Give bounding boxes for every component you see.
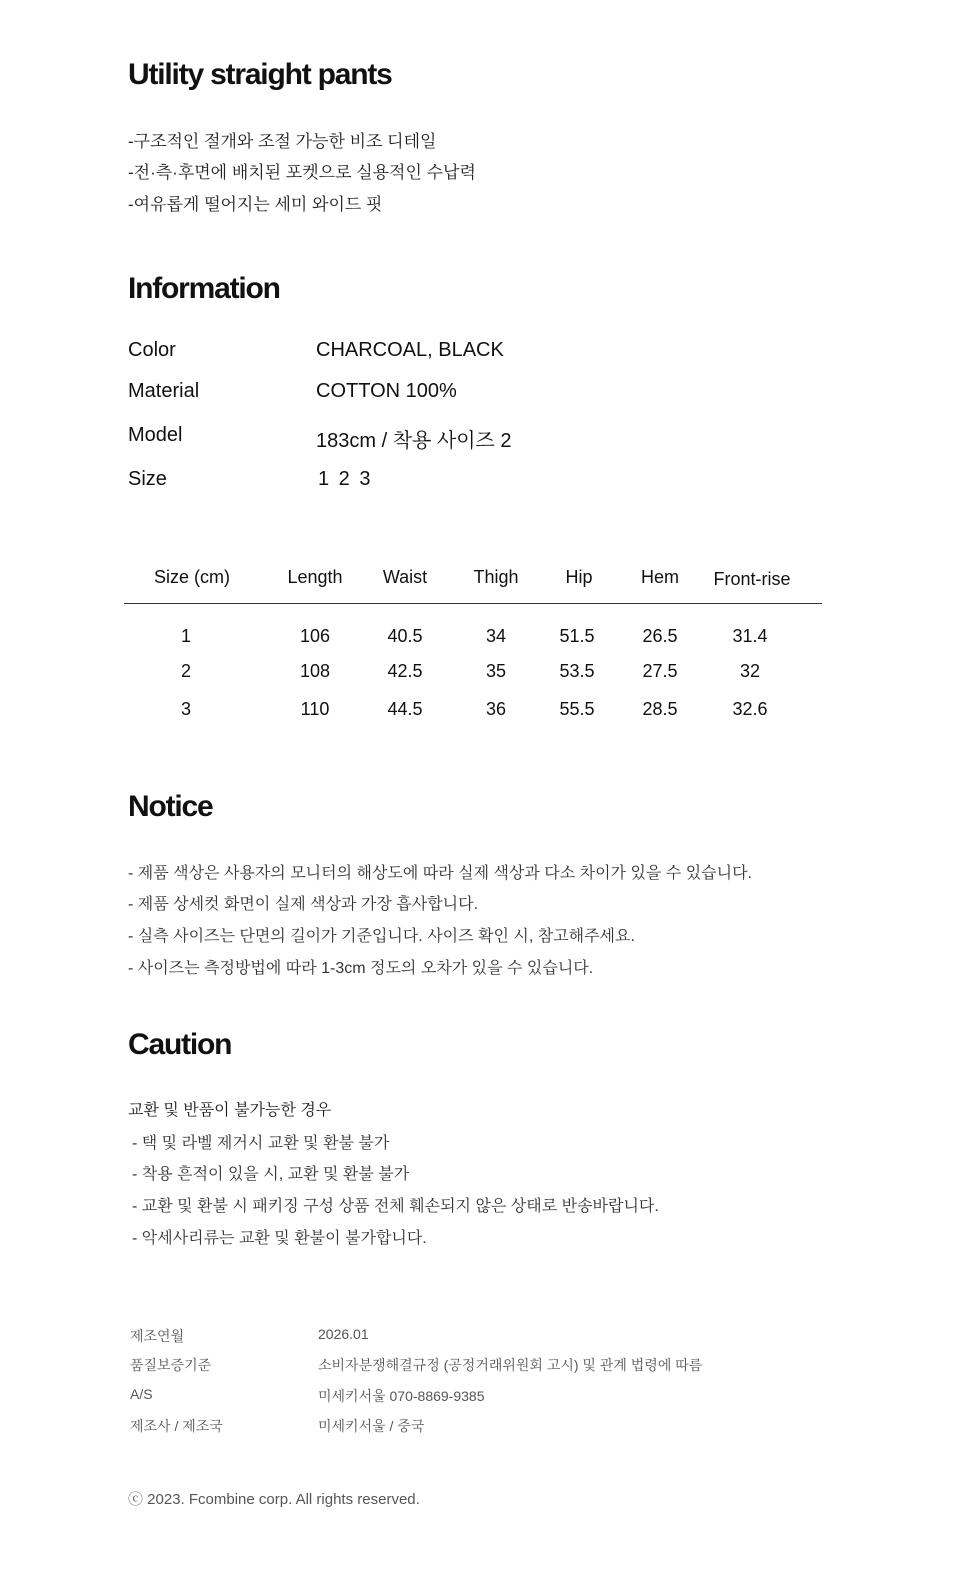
table-header-waist: Waist — [382, 567, 428, 587]
copyright: ⓒ 2023. Fcombine corp. All rights reserved. — [128, 1491, 420, 1508]
table-cell: 51.5 — [559, 626, 595, 646]
table-cell: 36 — [485, 699, 507, 719]
meta-label-quality: 품질보증기준 — [130, 1357, 212, 1373]
table-cell: 55.5 — [559, 699, 595, 719]
meta-value-as: 미세키서울 070-8869-9385 — [318, 1388, 485, 1404]
table-cell: 34 — [485, 626, 507, 646]
table-cell: 3 — [180, 699, 191, 719]
caution-item: - 악세사리류는 교환 및 환불이 불가합니다. — [132, 1230, 427, 1247]
table-cell: 53.5 — [559, 661, 595, 681]
table-cell: 40.5 — [387, 626, 423, 646]
table-cell: 110 — [300, 699, 330, 719]
info-value-color: CHARCOAL, BLACK — [316, 339, 504, 361]
info-value-size: 1 2 3 — [318, 468, 373, 490]
table-cell: 26.5 — [642, 626, 678, 646]
info-value-material: COTTON 100% — [316, 380, 457, 402]
info-label-color: Color — [128, 339, 176, 361]
table-header-front-rise: Front-rise — [713, 569, 791, 589]
table-divider — [124, 603, 822, 604]
information-heading: Information — [128, 272, 280, 305]
table-cell: 108 — [299, 661, 331, 681]
table-header-hip: Hip — [565, 567, 593, 587]
info-label-model: Model — [128, 424, 183, 446]
feature-line: -전·측·후면에 배치된 포켓으로 실용적인 수납력 — [128, 163, 476, 182]
table-header-size: Size (cm) — [154, 567, 230, 587]
caution-item: - 착용 흔적이 있을 시, 교환 및 환불 불가 — [132, 1166, 410, 1183]
meta-label-manufacturer: 제조사 / 제조국 — [130, 1418, 223, 1434]
feature-line: -구조적인 절개와 조절 가능한 비조 디테일 — [128, 132, 437, 151]
notice-item: - 실측 사이즈는 단면의 길이가 기준입니다. 사이즈 확인 시, 참고해주세요. — [128, 928, 635, 945]
table-cell: 27.5 — [642, 661, 678, 681]
notice-item: - 사이즈는 측정방법에 따라 1-3cm 정도의 오차가 있을 수 있습니다. — [128, 960, 594, 977]
table-cell: 28.5 — [642, 699, 678, 719]
notice-heading: Notice — [128, 790, 213, 823]
table-cell: 1 — [180, 626, 191, 646]
table-cell: 106 — [299, 626, 331, 646]
info-label-material: Material — [128, 380, 200, 402]
info-value-model: 183cm / 착용 사이즈 2 — [316, 430, 512, 452]
caution-subheading: 교환 및 반품이 불가능한 경우 — [128, 1102, 332, 1119]
table-header-hem: Hem — [640, 567, 679, 587]
table-cell: 42.5 — [387, 661, 423, 681]
table-cell: 35 — [485, 661, 507, 681]
caution-item: - 택 및 라벨 제거시 교환 및 환불 불가 — [132, 1135, 390, 1152]
meta-value-manufacture-date: 2026.01 — [318, 1326, 369, 1342]
table-cell: 44.5 — [387, 699, 423, 719]
meta-value-quality: 소비자분쟁해결규정 (공정거래위원회 고시) 및 관계 법령에 따름 — [318, 1357, 703, 1373]
caution-heading: Caution — [128, 1028, 232, 1061]
notice-item: - 제품 색상은 사용자의 모니터의 해상도에 따라 실제 색상과 다소 차이가 있을 수 있습니다. — [128, 865, 752, 882]
meta-label-manufacture-date: 제조연월 — [130, 1328, 185, 1344]
feature-line: -여유롭게 떨어지는 세미 와이드 핏 — [128, 195, 383, 214]
table-header-length: Length — [287, 567, 343, 587]
product-title: Utility straight pants — [128, 58, 392, 91]
table-cell: 32 — [739, 661, 761, 681]
table-header-thigh: Thigh — [473, 567, 519, 587]
meta-label-as: A/S — [130, 1386, 153, 1402]
info-label-size: Size — [128, 468, 167, 490]
table-cell: 31.4 — [732, 626, 768, 646]
meta-value-manufacturer: 미세키서울 / 중국 — [318, 1418, 425, 1434]
notice-item: - 제품 상세컷 화면이 실제 색상과 가장 흡사합니다. — [128, 896, 479, 913]
caution-item: - 교환 및 환불 시 패키징 구성 상품 전체 훼손되지 않은 상태로 반송바랍니다. — [132, 1198, 659, 1215]
table-cell: 2 — [180, 661, 191, 681]
table-cell: 32.6 — [732, 699, 768, 719]
